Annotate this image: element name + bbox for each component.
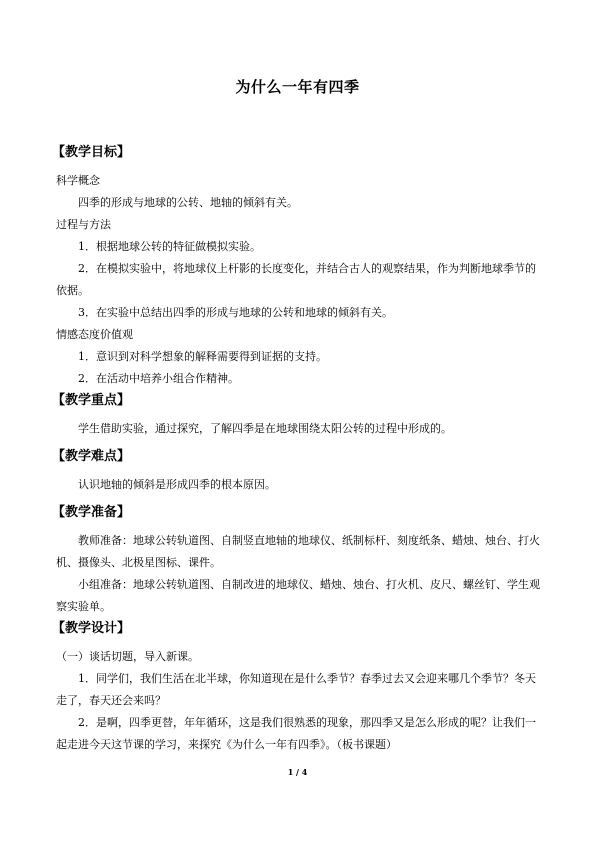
subheading-process: 过程与方法	[56, 218, 111, 231]
paragraph: 2．是啊，四季更替，年年循环，这是我们很熟悉的现象，那四季又是怎么形成的呢？让我们一起走进今天这节课的学习，来探究《为什么一年有四季》。（板书课题）	[56, 716, 536, 751]
page-number: 1 / 4	[287, 767, 308, 777]
section-heading-objectives: 【教学目标】	[52, 145, 131, 160]
section-heading-key-points: 【教学重点】	[52, 393, 131, 408]
paragraph: 认识地轴的倾斜是形成四季的根本原因。	[78, 478, 276, 491]
document-title: 为什么一年有四季	[235, 78, 360, 96]
section-heading-difficulties: 【教学难点】	[52, 449, 131, 464]
paragraph: 2．在活动中培养小组合作精神。	[78, 372, 239, 385]
section-heading-design: 【教学设计】	[52, 621, 131, 636]
paragraph: 小组准备：地球公转轨道图、自制改进的地球仪、蜡烛、烛台、打火机、皮尺、螺丝钉、学生观察实验单。	[56, 578, 540, 613]
paragraph: 1．同学们，我们生活在北半球，你知道现在是什么季节？春季过去又会迎来哪几个季节？冬天走了，春天还会来吗？	[56, 672, 536, 707]
paragraph: 2．在模拟实验中，将地球仪上杆影的长度变化，并结合古人的观察结果，作为判断地球季节的依据。	[56, 262, 536, 297]
paragraph: 教师准备：地球公转轨道图、自制竖直地轴的地球仪、纸制标杆、刻度纸条、蜡烛、烛台、打火机、摄像头、北极星图标、课件。	[56, 534, 540, 569]
subheading-concept: 科学概念	[56, 174, 100, 187]
paragraph: 学生借助实验，通过探究，了解四季是在地球围绕太阳公转的过程中形成的。	[78, 422, 452, 435]
paragraph: 1．意识到对科学想象的解释需要得到证据的支持。	[78, 350, 327, 363]
paragraph: （一）谈话切题，导入新课。	[56, 650, 199, 663]
paragraph: 1．根据地球公转的特征做模拟实验。	[78, 240, 261, 253]
document-body	[52, 142, 540, 756]
subheading-attitude: 情感态度价值观	[56, 328, 133, 341]
paragraph: 四季的形成与地球的公转、地轴的倾斜有关。	[78, 196, 298, 209]
paragraph: 3．在实验中总结出四季的形成与地球的公转和地球的倾斜有关。	[78, 306, 393, 319]
section-heading-preparation: 【教学准备】	[52, 505, 131, 520]
